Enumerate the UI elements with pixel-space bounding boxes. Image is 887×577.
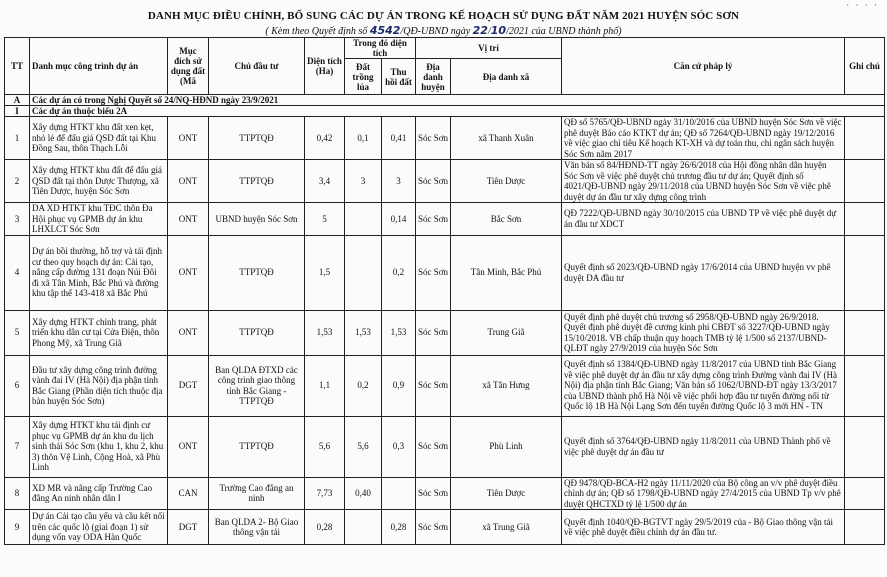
subtitle-sep: / bbox=[487, 26, 491, 37]
row-investor: TTPTQĐ bbox=[209, 160, 305, 203]
row-note bbox=[845, 477, 885, 510]
row-tt: 5 bbox=[5, 310, 30, 355]
row-area: 7,73 bbox=[305, 477, 345, 510]
row-purpose: ONT bbox=[168, 416, 209, 477]
header-purpose: Mục đích sử dụng đất (Mã bbox=[168, 38, 209, 95]
row-rice-land: 0,1 bbox=[345, 117, 382, 160]
row-legal-basis: QĐ 7222/QĐ-UBND ngày 30/10/2015 của UBND TP về việc phê duyệt dự án đầu tư XDCT bbox=[562, 203, 845, 236]
row-legal-basis: Quyết định số 3764/QĐ-UBND ngày 11/8/2011 của UBND Thành phố về việc phê duyệt dự án đầu tư bbox=[562, 416, 845, 477]
header-of-which: Trong đó diện tích bbox=[345, 38, 416, 59]
row-purpose: ONT bbox=[168, 203, 209, 236]
row-rice-land: 5,6 bbox=[345, 416, 382, 477]
section-a-title: Các dự án có trong Nghị Quyết số 24/NQ-HĐND ngày 23/9/2021 bbox=[30, 95, 885, 106]
row-note bbox=[845, 355, 885, 416]
row-commune: Bắc Sơn bbox=[451, 203, 562, 236]
document-subtitle bbox=[0, 24, 887, 37]
row-recovered bbox=[382, 477, 416, 510]
row-investor: Ban QLDA ĐTXD các công trình giao thông tỉnh Bắc Giang - TTPTQĐ bbox=[209, 355, 305, 416]
row-note bbox=[845, 235, 885, 310]
row-tt: 6 bbox=[5, 355, 30, 416]
row-note bbox=[845, 310, 885, 355]
row-commune: Trung Giã bbox=[451, 310, 562, 355]
table-row bbox=[5, 416, 885, 477]
row-district: Sóc Sơn bbox=[416, 510, 451, 545]
row-note bbox=[845, 510, 885, 545]
row-area: 0,42 bbox=[305, 117, 345, 160]
row-note bbox=[845, 117, 885, 160]
row-note bbox=[845, 416, 885, 477]
row-purpose: CAN bbox=[168, 477, 209, 510]
row-purpose: DGT bbox=[168, 355, 209, 416]
header-note: Ghi chú bbox=[845, 38, 885, 95]
row-note bbox=[845, 160, 885, 203]
row-area: 0,28 bbox=[305, 510, 345, 545]
row-tt: 7 bbox=[5, 416, 30, 477]
section-i-title: Các dự án thuộc biểu 2A bbox=[30, 106, 885, 117]
row-commune: Tiên Dược bbox=[451, 160, 562, 203]
row-investor: UBND huyện Sóc Sơn bbox=[209, 203, 305, 236]
table-header bbox=[5, 38, 885, 95]
row-project: Xây dựng HTKT chỉnh trang, phát triển khu dân cư tại Cửa Điện, thôn Phong Mỹ, xã Trung Giã bbox=[30, 310, 168, 355]
row-district: Sóc Sơn bbox=[416, 235, 451, 310]
row-legal-basis: QĐ 9478/QĐ-BCA-H2 ngày 11/11/2020 của Bộ công an v/v phê duyệt điều chỉnh dự án; QĐ số 1798/QĐ-UBND ngày 27/4/2015 của UBND Tp v/v phê duyệt QHCTXD tỷ lệ 1/500 dự án bbox=[562, 477, 845, 510]
row-area: 5,6 bbox=[305, 416, 345, 477]
header-recovered: Thu hồi đất bbox=[382, 59, 416, 95]
row-area: 5 bbox=[305, 203, 345, 236]
row-investor: Trường Cao đẳng an ninh bbox=[209, 477, 305, 510]
row-investor: TTPTQĐ bbox=[209, 235, 305, 310]
header-tt: TT bbox=[5, 38, 30, 95]
row-recovered: 0,3 bbox=[382, 416, 416, 477]
decision-month-handwritten: 10 bbox=[490, 24, 507, 37]
row-recovered: 1,53 bbox=[382, 310, 416, 355]
row-tt: 1 bbox=[5, 117, 30, 160]
table-row bbox=[5, 510, 885, 545]
row-tt: 3 bbox=[5, 203, 30, 236]
header-project: Danh mục công trình dự án bbox=[30, 38, 168, 95]
row-investor: TTPTQĐ bbox=[209, 310, 305, 355]
row-legal-basis: Quyết định số 1384/QĐ-UBND ngày 11/8/2017 của UBND tỉnh Bắc Giang về việc phê duyệt dự án đầu tư xây dựng công trình Đường vành đai IV (Hà Nội) địa phận tỉnh Bắc Giang; Văn bản số 1062/UBND-ĐT ngày 13/3/2017 của UBND thành phố Hà Nội về việc phối hợp đầu tư tuyến đường nối từ Quốc lộ 1B Hà Nội Lạng Sơn đến tuyến đường Quốc lộ 3 mới HN - TN bbox=[562, 355, 845, 416]
row-investor: TTPTQĐ bbox=[209, 117, 305, 160]
row-project: Xây dựng HTKT khu đất để đấu giá QSD đất tại thôn Dược Thượng, xã Tiên Dược, huyện Sóc Sơn bbox=[30, 160, 168, 203]
row-purpose: DGT bbox=[168, 510, 209, 545]
row-project: DA XD HTKT khu TĐC thôn Đa Hội phục vụ GPMB dự án khu LHXLCT Sóc Sơn bbox=[30, 203, 168, 236]
row-project: Xây dựng HTKT khu tái định cư phục vụ GPMB dự án khu du lịch sinh thái Sóc Sơn (khu 1, khu 2, khu 3) thôn Vệ Linh, Cộng Hoà, xã Phù Linh bbox=[30, 416, 168, 477]
row-area: 1,53 bbox=[305, 310, 345, 355]
row-project: XD MR và nâng cấp Trường Cao đẳng An ninh nhân dân I bbox=[30, 477, 168, 510]
row-purpose: ONT bbox=[168, 310, 209, 355]
row-recovered: 0,2 bbox=[382, 235, 416, 310]
table-row bbox=[5, 310, 885, 355]
row-district: Sóc Sơn bbox=[416, 477, 451, 510]
row-investor: TTPTQĐ bbox=[209, 416, 305, 477]
row-district: Sóc Sơn bbox=[416, 160, 451, 203]
row-project: Xây dựng HTKT khu đất xen kẹt, nhỏ lẻ để đấu giá QSD đất tại Khu Đồng Sau, thôn Thạch Lỗi bbox=[30, 117, 168, 160]
row-district: Sóc Sơn bbox=[416, 355, 451, 416]
section-row-i bbox=[5, 106, 885, 117]
row-rice-land: 3 bbox=[345, 160, 382, 203]
header-area: Diện tích (Ha) bbox=[305, 38, 345, 95]
project-table bbox=[4, 37, 885, 545]
row-rice-land: 1,53 bbox=[345, 310, 382, 355]
subtitle-prefix: ( Kèm theo Quyết định số bbox=[265, 26, 370, 37]
row-legal-basis: Quyết định phê duyệt chủ trương số 2958/QĐ-UBND ngày 26/9/2018. Quyết định phê duyệt đề cương kinh phí CBĐT số 3227/QĐ-UBND ngày 15/10/2018. VB chấp thuận quy hoạch TMB tỷ lệ 1/500 số 2137/UBND-QLĐT ngày 27/9/2019 của huyện Sóc Sơn bbox=[562, 310, 845, 355]
row-project: Dự án bồi thường, hỗ trợ và tái định cư theo quy hoạch dự án: Cải tạo, nâng cấp đường 131 đoạn Núi Đôi đi xã Tân Minh, Bắc Phú và đường khu tập thể 143-418 xã Bắc Phú bbox=[30, 235, 168, 310]
row-rice-land bbox=[345, 235, 382, 310]
row-tt: 9 bbox=[5, 510, 30, 545]
row-rice-land: 0,2 bbox=[345, 355, 382, 416]
row-recovered: 0,9 bbox=[382, 355, 416, 416]
row-area: 3,4 bbox=[305, 160, 345, 203]
row-commune: xã Tân Hưng bbox=[451, 355, 562, 416]
row-purpose: ONT bbox=[168, 160, 209, 203]
header-investor: Chủ đầu tư bbox=[209, 38, 305, 95]
table-row bbox=[5, 117, 885, 160]
table-row bbox=[5, 160, 885, 203]
decision-number-handwritten: 4542 bbox=[369, 24, 401, 37]
row-tt: 8 bbox=[5, 477, 30, 510]
table-row bbox=[5, 203, 885, 236]
row-project: Dự án Cải tạo cầu yếu và cầu kết nối trên các quốc lộ (giai đoạn 1) sử dụng vốn vay ODA Hàn Quốc bbox=[30, 510, 168, 545]
row-project: Đầu tư xây dựng công trình đường vành đai IV (Hà Nội) địa phận tỉnh Bắc Giang (Phần diện tích thuộc địa bàn huyện Sóc Sơn) bbox=[30, 355, 168, 416]
row-commune: xã Thanh Xuân bbox=[451, 117, 562, 160]
header-district: Địa danh huyện bbox=[416, 59, 451, 95]
row-tt: 2 bbox=[5, 160, 30, 203]
subtitle-suffix: /2021 của UBND thành phố) bbox=[506, 26, 622, 37]
row-recovered: 3 bbox=[382, 160, 416, 203]
row-legal-basis: Quyết định số 2023/QĐ-UBND ngày 17/6/2014 của UBND huyện vv phê duyệt DA đầu tư bbox=[562, 235, 845, 310]
row-tt: 4 bbox=[5, 235, 30, 310]
row-note bbox=[845, 203, 885, 236]
row-recovered: 0,14 bbox=[382, 203, 416, 236]
row-commune: xã Trung Giã bbox=[451, 510, 562, 545]
row-legal-basis: Văn bản số 84/HĐND-TT ngày 26/6/2018 của Hội đồng nhân dân huyện Sóc Sơn về việc phê duyệt chủ trương đầu tư dự án; Quyết định số 4021/QĐ-UBND ngày 29/11/2018 của UBND huyện Sóc Sơn về việc phê duyệt dự án đầu tư xây dựng công trình bbox=[562, 160, 845, 203]
row-purpose: ONT bbox=[168, 117, 209, 160]
row-purpose: ONT bbox=[168, 235, 209, 310]
row-commune: Tân Minh, Bắc Phú bbox=[451, 235, 562, 310]
subtitle-mid: /QĐ-UBND ngày bbox=[400, 26, 473, 37]
row-district: Sóc Sơn bbox=[416, 310, 451, 355]
row-commune: Phù Linh bbox=[451, 416, 562, 477]
header-rice-land: Đất trồng lúa bbox=[345, 59, 382, 95]
header-commune: Địa danh xã bbox=[451, 59, 562, 95]
row-legal-basis: Quyết định 1040/QĐ-BGTVT ngày 29/5/2019 của - Bộ Giao thông vận tải về việc phê duyệt điều chỉnh dự án đầu tư. bbox=[562, 510, 845, 545]
row-rice-land bbox=[345, 203, 382, 236]
table-row bbox=[5, 477, 885, 510]
scan-marks: · · · · bbox=[846, 0, 879, 10]
row-district: Sóc Sơn bbox=[416, 416, 451, 477]
section-i-code: I bbox=[5, 106, 30, 117]
project-rows bbox=[5, 117, 885, 545]
row-investor: Ban QLDA 2- Bộ Giao thông vận tải bbox=[209, 510, 305, 545]
row-rice-land: 0,40 bbox=[345, 477, 382, 510]
decision-day-handwritten: 22 bbox=[472, 24, 488, 37]
row-area: 1,1 bbox=[305, 355, 345, 416]
section-row-a bbox=[5, 95, 885, 106]
row-area: 1,5 bbox=[305, 235, 345, 310]
row-district: Sóc Sơn bbox=[416, 203, 451, 236]
row-commune: Tiên Dược bbox=[451, 477, 562, 510]
header-location: Vị trí bbox=[416, 38, 562, 59]
document-title: DANH MỤC ĐIỀU CHỈNH, BỔ SUNG CÁC DỰ ÁN TRONG KẾ HOẠCH SỬ DỤNG ĐẤT NĂM 2021 HUYỆN SÓC SƠN bbox=[147, 10, 740, 22]
table-row bbox=[5, 355, 885, 416]
row-recovered: 0,41 bbox=[382, 117, 416, 160]
row-legal-basis: QĐ số 5765/QĐ-UBND ngày 31/10/2016 của UBND huyện Sóc Sơn về việc phê duyệt Báo cáo KTKT dự án; QĐ số 7264/QĐ-UBND ngày 19/12/2016 về việc giao chỉ tiêu Kế hoạch KT-XH và dự toán thu, chi ngân sách huyện Sóc Sơn năm 2017 bbox=[562, 117, 845, 160]
row-rice-land bbox=[345, 510, 382, 545]
row-district: Sóc Sơn bbox=[416, 117, 451, 160]
table-row bbox=[5, 235, 885, 310]
section-a-code: A bbox=[5, 95, 30, 106]
row-recovered: 0,28 bbox=[382, 510, 416, 545]
header-legal-basis: Căn cứ pháp lý bbox=[562, 38, 845, 95]
